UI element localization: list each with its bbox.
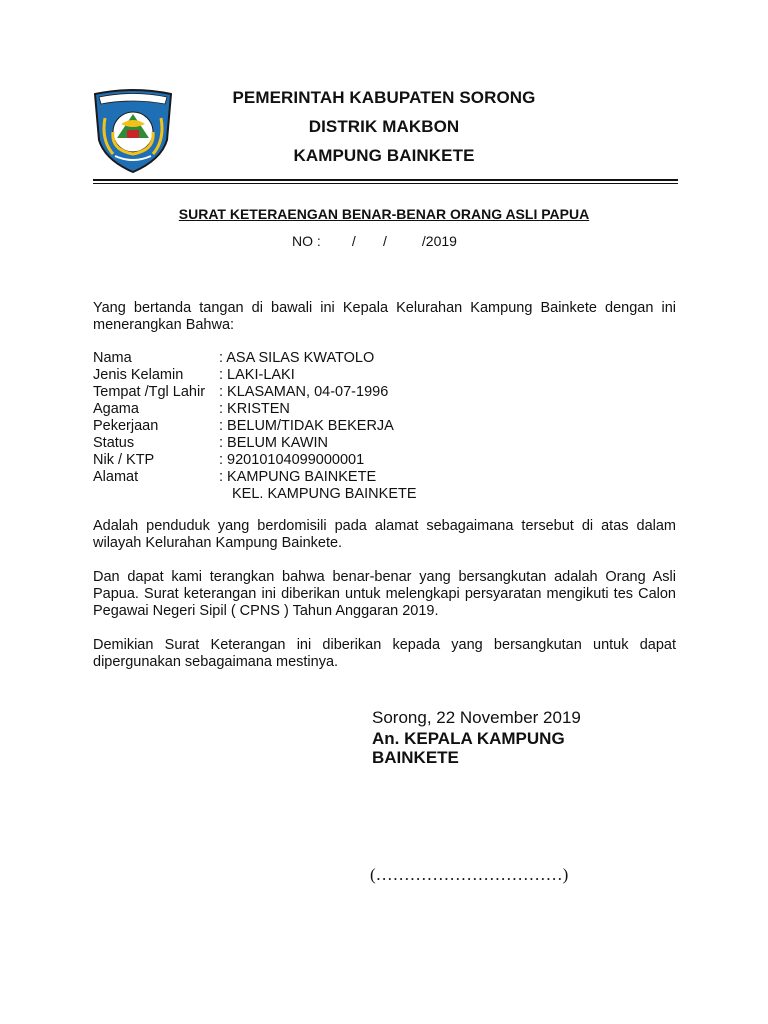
field-label: Alamat	[93, 469, 139, 485]
field-value: : LAKI-LAKI	[219, 367, 295, 383]
signatory-role: An. KEPALA KAMPUNG	[372, 729, 565, 748]
place-date: Sorong, 22 November 2019	[372, 708, 581, 727]
header-line-village: KAMPUNG BAINKETE	[293, 146, 475, 165]
field-row-birth	[93, 384, 388, 401]
field-label: Agama	[93, 401, 139, 417]
statement-paragraph: Dan dapat kami terangkan bahwa benar-benar yang bersangkutan adalah Orang Asli Papua. Surat keterangan ini diberikan untuk melengkapi persyaratan mengikuti tes Calon Pegawai Negeri Sipil ( CPNS ) Tahun Anggaran 2019.	[93, 569, 676, 619]
field-value: : 92010104099000001	[219, 452, 365, 468]
field-value: : KRISTEN	[219, 401, 290, 417]
header-line-district: DISTRIK MAKBON	[308, 117, 460, 136]
signatory-role-line2: BAINKETE	[372, 748, 459, 767]
field-row-religion	[93, 401, 290, 418]
header-line-government: PEMERINTAH KABUPATEN SORONG	[232, 88, 536, 107]
letter-number: NO : / / /2019	[292, 233, 457, 249]
field-row-address	[93, 469, 376, 486]
letter-title: SURAT KETERAENGAN BENAR-BENAR ORANG ASLI PAPUA	[178, 206, 590, 222]
field-value: : BELUM KAWIN	[219, 435, 329, 451]
field-row-name	[93, 350, 374, 367]
field-value: : ASA SILAS KWATOLO	[219, 350, 375, 366]
field-row-occupation	[93, 418, 394, 435]
field-label: Nama	[93, 350, 132, 366]
signatory-name-placeholder: (……………………………)	[370, 865, 569, 884]
field-value: : KAMPUNG BAINKETE	[219, 469, 377, 485]
domicile-paragraph: Adalah penduduk yang berdomisili pada alamat sebagaimana tersebut di atas dalam wilayah Kelurahan Kampung Bainkete.	[93, 518, 676, 551]
closing-paragraph: Demikian Surat Keterangan ini diberikan kepada yang bersangkutan untuk dapat dipergunakan sebagaimana mestinya.	[93, 637, 676, 670]
field-label: Tempat /Tgl Lahir	[93, 384, 206, 400]
intro-paragraph: Yang bertanda tangan di bawali ini Kepala Kelurahan Kampung Bainkete dengan ini menerangkan Bahwa:	[93, 300, 676, 333]
field-address-line2: KEL. KAMPUNG BAINKETE	[232, 486, 417, 502]
field-row-status	[93, 435, 328, 452]
header-divider-thin	[93, 183, 678, 184]
field-label: Nik / KTP	[93, 452, 155, 468]
header-divider-thick	[93, 179, 678, 181]
field-row-nik	[93, 452, 364, 469]
field-label: Pekerjaan	[93, 418, 159, 434]
field-label: Jenis Kelamin	[93, 367, 184, 383]
field-value: : BELUM/TIDAK BEKERJA	[219, 418, 394, 434]
field-label: Status	[93, 435, 135, 451]
field-row-gender	[93, 367, 295, 384]
field-value: : KLASAMAN, 04-07-1996	[219, 384, 389, 400]
